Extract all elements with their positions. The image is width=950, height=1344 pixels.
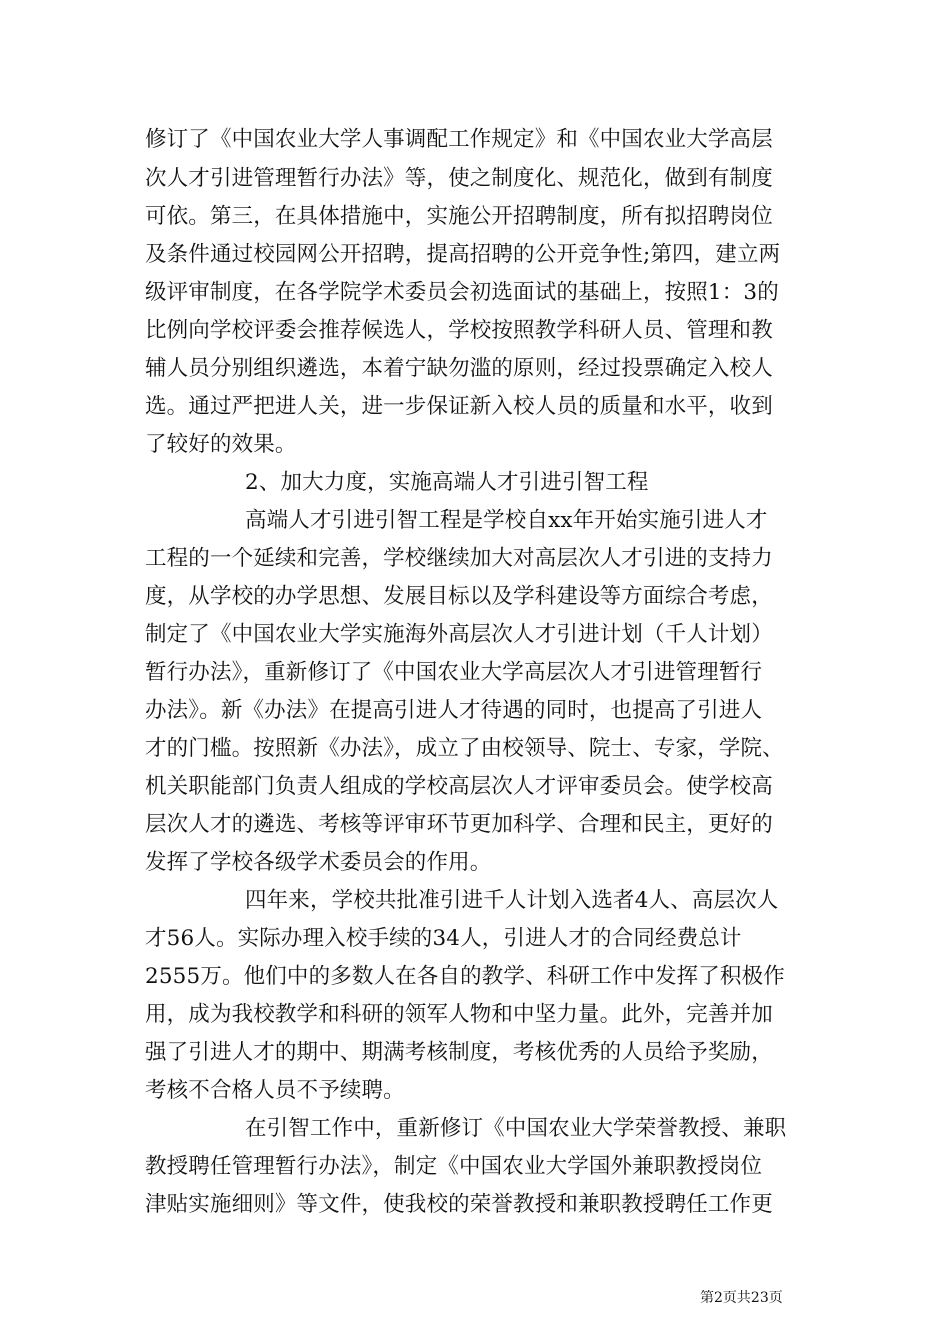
text-line: 才56人。实际办理入校手续的34人，引进人才的合同经费总计	[145, 926, 742, 951]
text-line: 教授聘任管理暂行办法》，制定《中国农业大学国外兼职教授岗位	[145, 1154, 763, 1179]
text-line: 度，从学校的办学思想、发展目标以及学科建设等方面综合考虑，	[145, 584, 773, 609]
text-line: 次人才引进管理暂行办法》等，使之制度化、规范化，做到有制度	[145, 166, 773, 191]
text-line: 修订了《中国农业大学人事调配工作规定》和《中国农业大学高层	[145, 127, 773, 152]
text-line: 辅人员分别组织遴选，本着宁缺勿滥的原则，经过投票确定入校人	[145, 356, 773, 381]
text-line: 机关职能部门负责人组成的学校高层次人才评审委员会。使学校高	[145, 774, 773, 799]
text-line: 选。通过严把进人关，进一步保证新入校人员的质量和水平，收到	[145, 394, 773, 419]
text-line: 层次人才的遴选、考核等评审环节更加科学、合理和民主，更好的	[145, 812, 773, 837]
text-line: 才的门槛。按照新《办法》，成立了由校领导、院士、专家，学院、	[145, 736, 784, 761]
text-line: 强了引进人才的期中、期满考核制度，考核优秀的人员给予奖励，	[145, 1040, 773, 1065]
text-line: 高端人才引进引智工程是学校自xx年开始实施引进人才	[245, 508, 768, 533]
page-number-footer: 第2页共23页	[700, 1290, 783, 1306]
section-heading: 2、加大力度，实施高端人才引进引智工程	[245, 470, 649, 495]
text-line: 用，成为我校教学和科研的领军人物和中坚力量。此外，完善并加	[145, 1002, 773, 1027]
text-line: 及条件通过校园网公开招聘，提高招聘的公开竞争性;第四，建立两	[145, 242, 781, 267]
text-line: 制定了《中国农业大学实施海外高层次人才引进计划（千人计划）	[145, 622, 773, 647]
text-line: 津贴实施细则》等文件，使我校的荣誉教授和兼职教授聘任工作更	[145, 1192, 773, 1217]
text-line: 比例向学校评委会推荐候选人，学校按照教学科研人员、管理和教	[145, 318, 773, 343]
text-line: 在引智工作中，重新修订《中国农业大学荣誉教授、兼职	[245, 1116, 787, 1141]
text-line: 办法》。新《办法》在提高引进人才待遇的同时，也提高了引进人	[145, 698, 763, 723]
text-line: 2555万。他们中的多数人在各自的教学、科研工作中发挥了积极作	[145, 964, 785, 989]
text-line: 暂行办法》，重新修订了《中国农业大学高层次人才引进管理暂行	[145, 660, 763, 685]
text-line: 了较好的效果。	[145, 432, 297, 457]
text-line: 考核不合格人员不予续聘。	[145, 1078, 405, 1103]
text-line: 四年来，学校共批准引进千人计划入选者4人、高层次人	[245, 888, 779, 913]
text-line: 工程的一个延续和完善，学校继续加大对高层次人才引进的支持力	[145, 546, 773, 571]
text-line: 级评审制度，在各学院学术委员会初选面试的基础上，按照1：3的	[145, 280, 779, 305]
text-line: 发挥了学校各级学术委员会的作用。	[145, 850, 492, 875]
text-line: 可依。第三，在具体措施中，实施公开招聘制度，所有拟招聘岗位	[145, 204, 773, 229]
